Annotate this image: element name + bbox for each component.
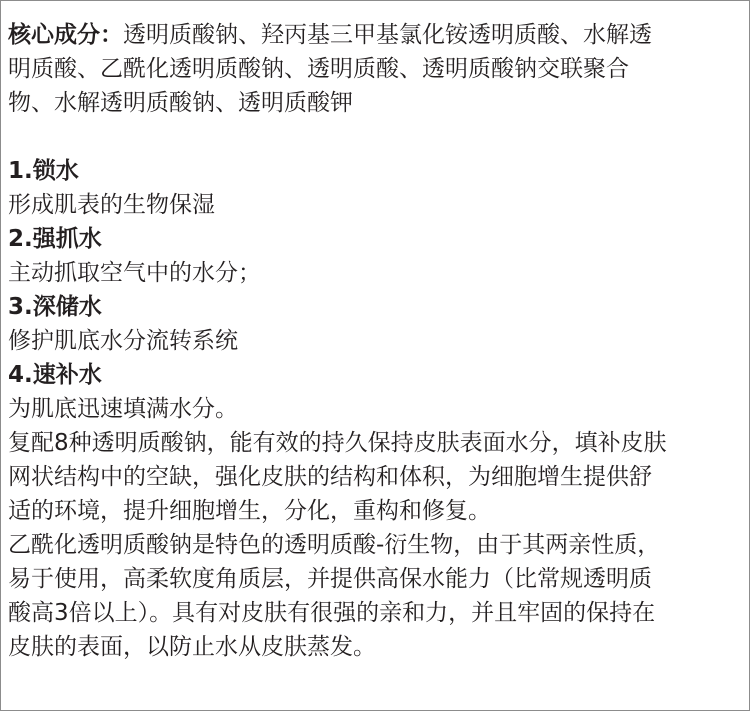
feature-heading: 1.锁水 (8, 158, 79, 184)
paragraph-2-line: 皮肤的表面，以防止水从皮肤蒸发。 (8, 634, 376, 660)
product-description (8, 18, 740, 664)
spacer (8, 120, 740, 154)
ingredients-label: 核心成分： (8, 22, 123, 48)
feature-description: 主动抓取空气中的水分； (8, 260, 261, 286)
ingredients-line-2: 明质酸、乙酰化透明质酸钠、透明质酸、透明质酸钠交联聚合 (8, 56, 629, 82)
paragraph-2-line: 易于使用，高柔软度角质层，并提供高保水能力（比常规透明质 (8, 566, 652, 592)
feature-description: 为肌底迅速填满水分。 (8, 396, 238, 422)
paragraph-2-line: 酸高3倍以上）。具有对皮肤有很强的亲和力，并且牢固的保持在 (8, 600, 656, 626)
paragraph-1-line: 复配8种透明质酸钠，能有效的持久保持皮肤表面水分，填补皮肤 (8, 430, 667, 456)
feature-description: 形成肌表的生物保湿 (8, 192, 215, 218)
feature-heading: 3.深储水 (8, 294, 102, 320)
ingredients-text: 透明质酸钠、羟丙基三甲基氯化铵透明质酸、水解透 (123, 22, 652, 48)
paragraph-1-line: 适的环境，提升细胞增生，分化，重构和修复。 (8, 498, 491, 524)
ingredients-line-3: 物、水解透明质酸钠、透明质酸钾 (8, 90, 353, 116)
feature-heading: 4.速补水 (8, 362, 102, 388)
ingredients-line-1 (8, 18, 740, 52)
paragraph-2-line: 乙酰化透明质酸钠是特色的透明质酸-衍生物，由于其两亲性质， (8, 532, 661, 558)
feature-heading: 2.强抓水 (8, 226, 102, 252)
paragraph-1-line: 网状结构中的空缺，强化皮肤的结构和体积，为细胞增生提供舒 (8, 464, 652, 490)
feature-description: 修护肌底水分流转系统 (8, 328, 238, 354)
